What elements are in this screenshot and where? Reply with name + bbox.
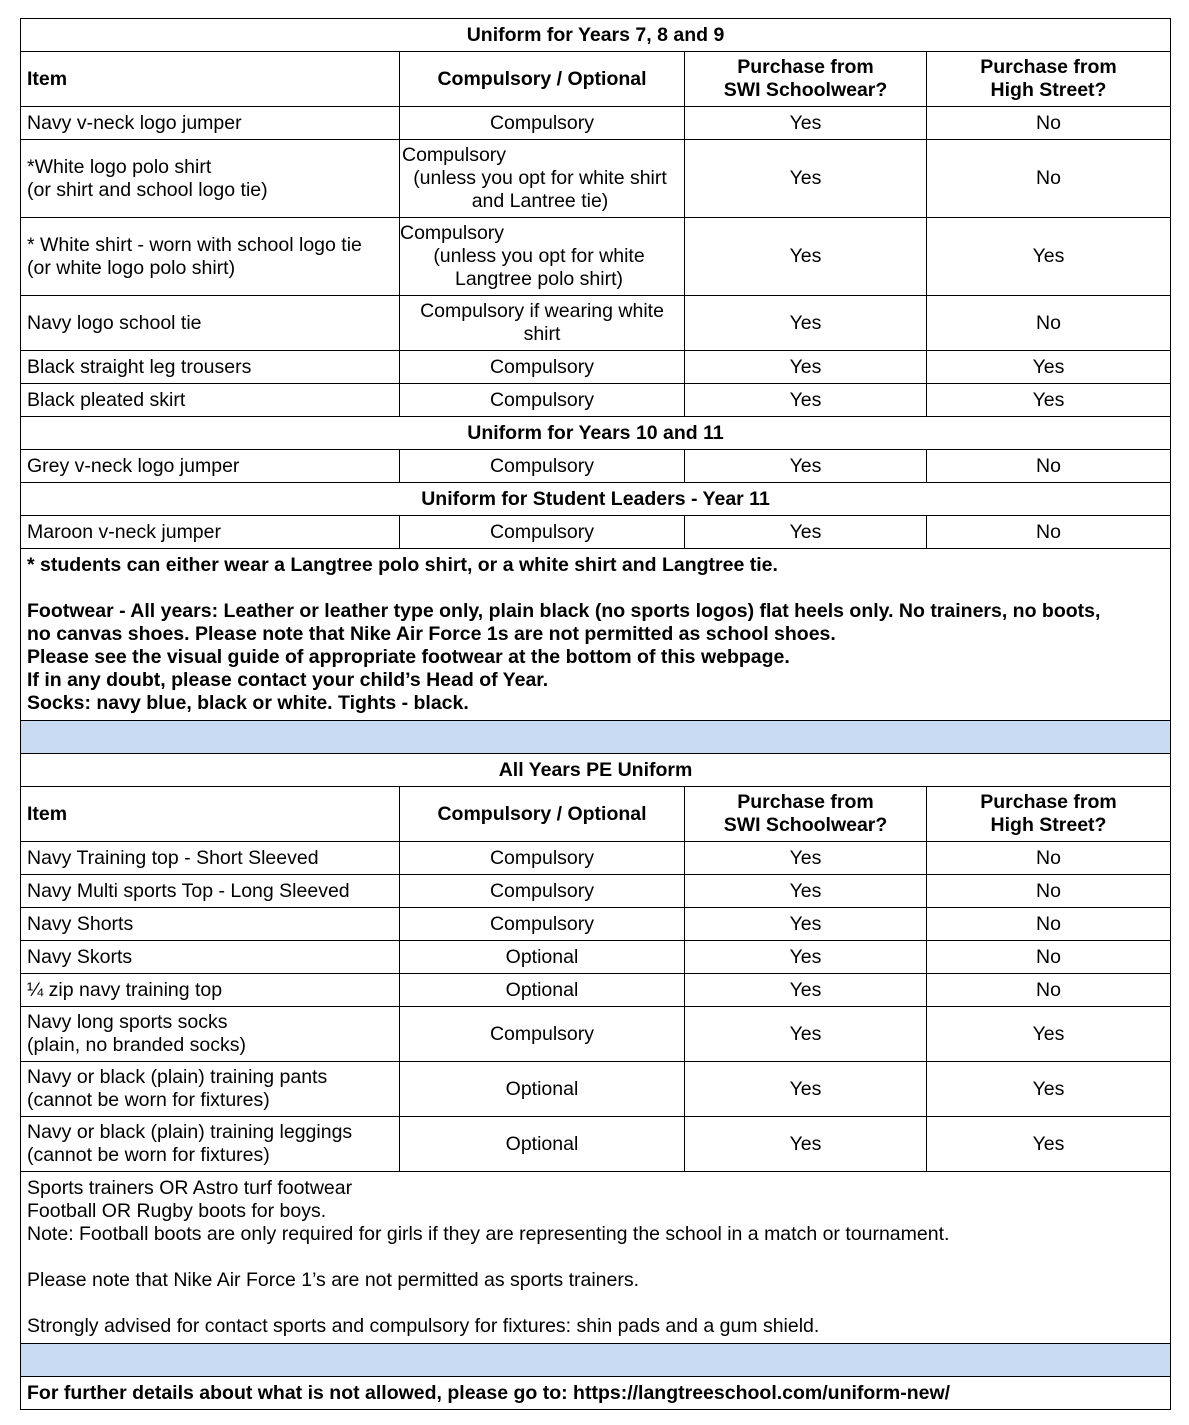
status-cell: Compulsory	[400, 351, 685, 384]
boots-note: Football OR Rugby boots for boys.	[27, 1200, 327, 1222]
header-compulsory-optional: Compulsory / Optional	[400, 52, 685, 107]
table-row	[21, 908, 1171, 941]
header-swi: Purchase from SWI Schoolwear?	[685, 52, 927, 107]
footwear-note: Footwear - All years: Leather or leather type only, plain black (no sports logos) flat heels only. No trainers, no boots,	[27, 600, 1101, 622]
table-row	[21, 1062, 1171, 1117]
swi-cell: Yes	[685, 296, 927, 351]
item-cell: ¼ zip navy training top	[21, 974, 400, 1007]
high-street-cell: No	[927, 908, 1171, 941]
header-item: Item	[21, 787, 400, 842]
status-cell: Compulsory if wearing white shirt	[400, 296, 685, 351]
header-item: Item	[21, 52, 400, 107]
high-street-cell: No	[927, 140, 1171, 218]
separator-band	[21, 1344, 1171, 1377]
shin-pads-note: Strongly advised for contact sports and compulsory for fixtures: shin pads and a gum shield.	[27, 1315, 820, 1337]
item-cell: Navy Skorts	[21, 941, 400, 974]
table-row	[21, 1007, 1171, 1062]
status-cell: Optional	[400, 1062, 685, 1117]
status-cell: Compulsory (unless you opt for white shirt and Lantree tie)	[400, 140, 685, 218]
status-cell: Compulsory	[400, 1007, 685, 1062]
section-title-pe: All Years PE Uniform	[21, 754, 1171, 787]
high-street-cell: No	[927, 875, 1171, 908]
section-title-years-7-9: Uniform for Years 7, 8 and 9	[21, 19, 1171, 52]
table-row	[21, 351, 1171, 384]
item-cell: Navy logo school tie	[21, 296, 400, 351]
item-cell: Navy or black (plain) training leggings (cannot be worn for fixtures)	[21, 1117, 400, 1172]
item-cell: Navy Training top - Short Sleeved	[21, 842, 400, 875]
status-cell: Optional	[400, 974, 685, 1007]
high-street-cell: Yes	[927, 218, 1171, 296]
trainers-note: Sports trainers OR Astro turf footwear	[27, 1177, 353, 1199]
swi-cell: Yes	[685, 1117, 927, 1172]
high-street-cell: No	[927, 941, 1171, 974]
status-cell: Compulsory	[400, 384, 685, 417]
item-cell: * White shirt - worn with school logo tie (or white logo polo shirt)	[21, 218, 400, 296]
table-row	[21, 842, 1171, 875]
high-street-cell: No	[927, 974, 1171, 1007]
table-row	[21, 516, 1171, 549]
girls-boots-note: Note: Football boots are only required for girls if they are representing the school in a match or tournament.	[27, 1223, 950, 1245]
swi-cell: Yes	[685, 107, 927, 140]
swi-cell: Yes	[685, 974, 927, 1007]
table-row	[21, 450, 1171, 483]
high-street-cell: No	[927, 107, 1171, 140]
swi-cell: Yes	[685, 516, 927, 549]
item-cell: Navy Multi sports Top - Long Sleeved	[21, 875, 400, 908]
high-street-cell: Yes	[927, 384, 1171, 417]
status-cell: Optional	[400, 941, 685, 974]
section-title-student-leaders: Uniform for Student Leaders - Year 11	[21, 483, 1171, 516]
socks-note: Socks: navy blue, black or white. Tights - black.	[27, 692, 469, 714]
status-cell: Compulsory	[400, 107, 685, 140]
header-swi: Purchase from SWI Schoolwear?	[685, 787, 927, 842]
table-row	[21, 875, 1171, 908]
item-cell: Navy Shorts	[21, 908, 400, 941]
swi-cell: Yes	[685, 1062, 927, 1117]
asterisk-note: * students can either wear a Langtree polo shirt, or a white shirt and Langtree tie.	[27, 554, 778, 576]
high-street-cell: No	[927, 516, 1171, 549]
header-row	[21, 787, 1171, 842]
header-high-street: Purchase from High Street?	[927, 52, 1171, 107]
item-cell: Navy v-neck logo jumper	[21, 107, 400, 140]
status-cell: Compulsory (unless you opt for white Langtree polo shirt)	[400, 218, 685, 296]
header-high-street: Purchase from High Street?	[927, 787, 1171, 842]
swi-cell: Yes	[685, 875, 927, 908]
further-details-note: For further details about what is not allowed, please go to: https://langtreeschool.com/uniform-new/	[21, 1377, 1171, 1410]
table-row	[21, 140, 1171, 218]
swi-cell: Yes	[685, 351, 927, 384]
high-street-cell: Yes	[927, 351, 1171, 384]
status-cell: Compulsory	[400, 516, 685, 549]
item-cell: Maroon v-neck jumper	[21, 516, 400, 549]
head-of-year-note: If in any doubt, please contact your child’s Head of Year.	[27, 669, 549, 691]
swi-cell: Yes	[685, 140, 927, 218]
swi-cell: Yes	[685, 842, 927, 875]
item-cell: Navy or black (plain) training pants (cannot be worn for fixtures)	[21, 1062, 400, 1117]
uniform-table	[20, 18, 1171, 1410]
table-row	[21, 974, 1171, 1007]
section-title-years-10-11: Uniform for Years 10 and 11	[21, 417, 1171, 450]
table-row	[21, 296, 1171, 351]
item-cell: Navy long sports socks (plain, no branded socks)	[21, 1007, 400, 1062]
swi-cell: Yes	[685, 218, 927, 296]
high-street-cell: Yes	[927, 1062, 1171, 1117]
high-street-cell: No	[927, 296, 1171, 351]
table-row	[21, 1117, 1171, 1172]
header-row	[21, 52, 1171, 107]
item-cell: Black straight leg trousers	[21, 351, 400, 384]
high-street-cell: Yes	[927, 1007, 1171, 1062]
separator-band	[21, 721, 1171, 754]
high-street-cell: No	[927, 450, 1171, 483]
swi-cell: Yes	[685, 450, 927, 483]
table-row	[21, 384, 1171, 417]
table-row	[21, 941, 1171, 974]
item-cell: Black pleated skirt	[21, 384, 400, 417]
footwear-guide-note: Please see the visual guide of appropriate footwear at the bottom of this webpage.	[27, 646, 790, 668]
header-compulsory-optional: Compulsory / Optional	[400, 787, 685, 842]
air-force-note: Please note that Nike Air Force 1’s are not permitted as sports trainers.	[27, 1269, 640, 1291]
status-cell: Compulsory	[400, 450, 685, 483]
status-cell: Compulsory	[400, 875, 685, 908]
status-cell: Optional	[400, 1117, 685, 1172]
table-row	[21, 107, 1171, 140]
item-cell: Grey v-neck logo jumper	[21, 450, 400, 483]
swi-cell: Yes	[685, 384, 927, 417]
status-cell: Compulsory	[400, 842, 685, 875]
pe-notes	[21, 1172, 1171, 1344]
high-street-cell: Yes	[927, 1117, 1171, 1172]
high-street-cell: No	[927, 842, 1171, 875]
swi-cell: Yes	[685, 908, 927, 941]
uniform-notes	[21, 549, 1171, 721]
table-row	[21, 218, 1171, 296]
swi-cell: Yes	[685, 941, 927, 974]
item-cell: *White logo polo shirt (or shirt and school logo tie)	[21, 140, 400, 218]
swi-cell: Yes	[685, 1007, 927, 1062]
status-cell: Compulsory	[400, 908, 685, 941]
footwear-note: no canvas shoes. Please note that Nike Air Force 1s are not permitted as school shoes.	[27, 623, 836, 645]
